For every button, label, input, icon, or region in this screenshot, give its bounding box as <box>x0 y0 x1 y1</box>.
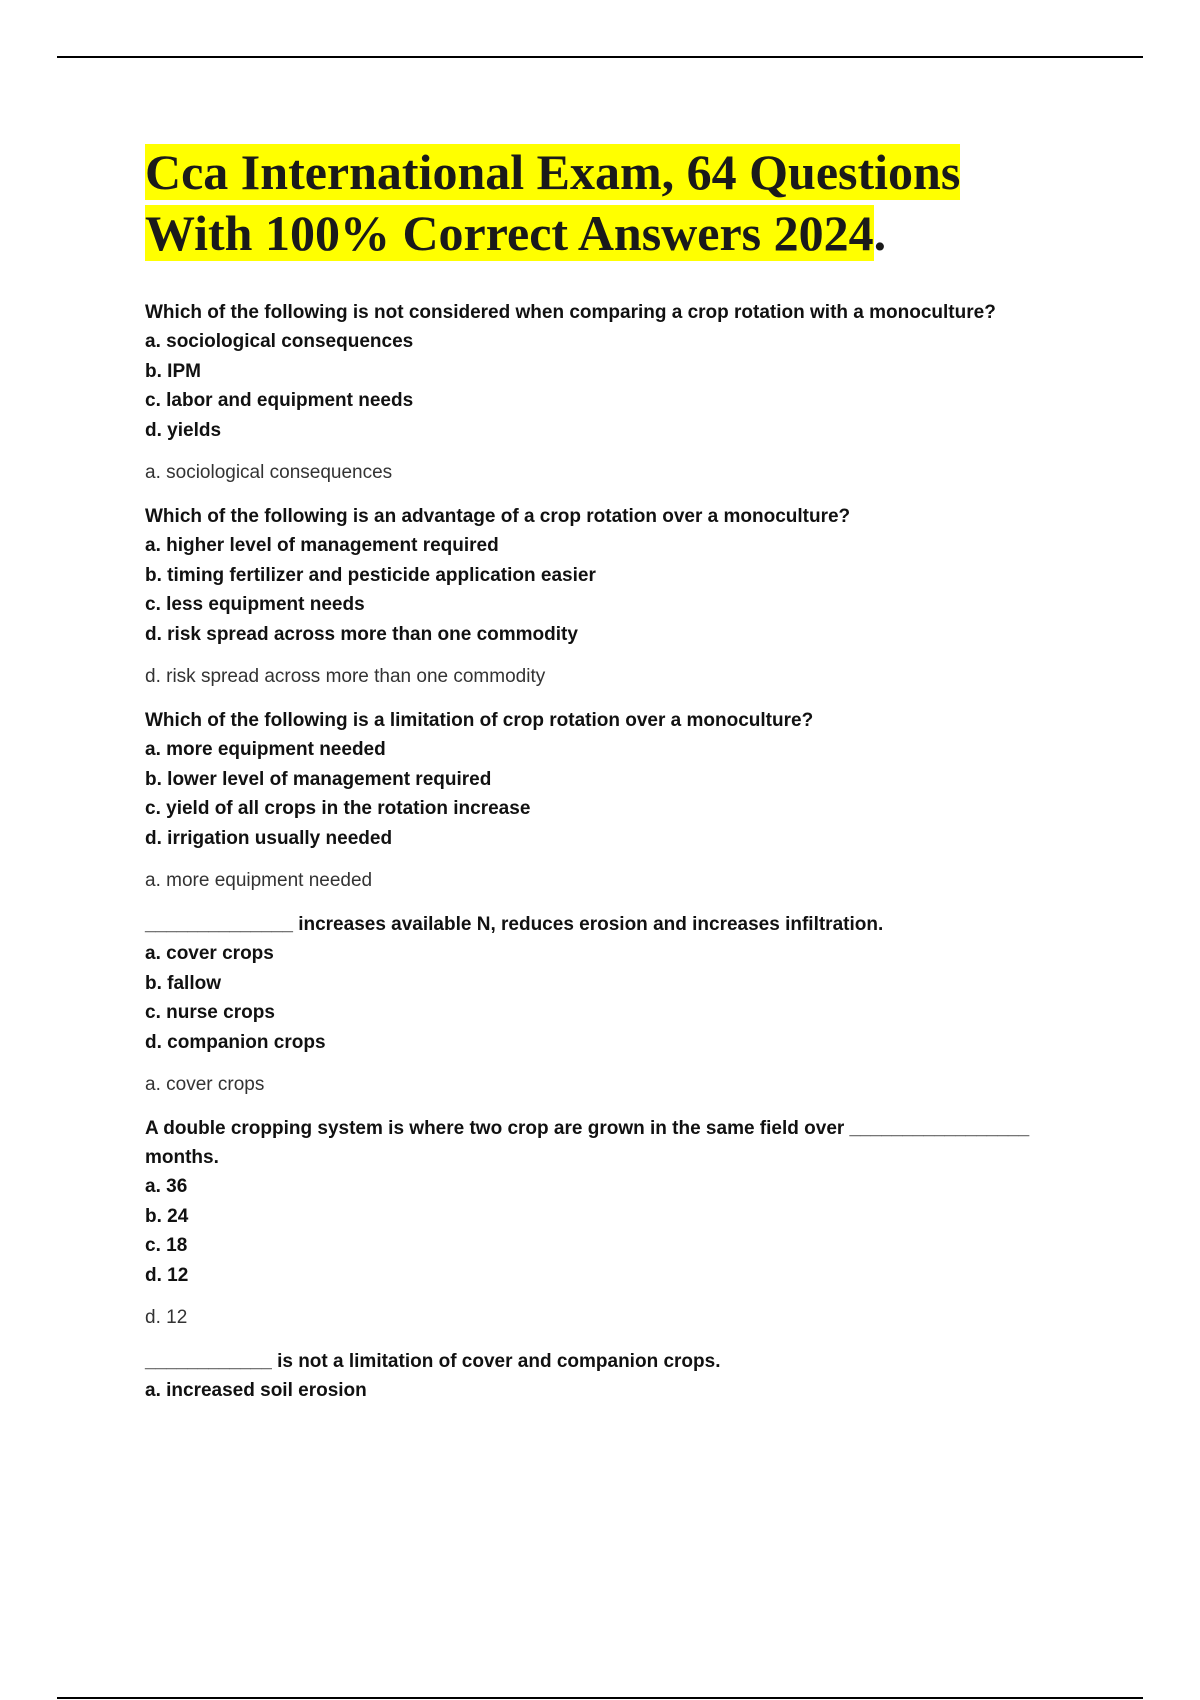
option-item: d. 12 <box>145 1264 189 1286</box>
document-title <box>145 142 1055 264</box>
option-item: b. IPM <box>145 360 201 382</box>
option-item: d. yields <box>145 419 222 441</box>
question-text: Which of the following is not considered when comparing a crop rotation with a monoculture? <box>145 302 996 323</box>
document-body <box>145 142 1055 1406</box>
option-list <box>145 735 1055 853</box>
title-period: . <box>873 205 887 261</box>
option-item: c. yield of all crops in the rotation increase <box>145 798 531 819</box>
question-block-6 <box>145 1347 1055 1406</box>
option-list <box>145 1376 1055 1406</box>
question-block-5 <box>145 1114 1055 1332</box>
answer-text: a. more equipment needed <box>145 870 373 891</box>
option-item: a. sociological consequences <box>145 331 414 352</box>
option-item: a. more equipment needed <box>145 739 386 760</box>
answer-text: d. 12 <box>145 1307 188 1328</box>
question-text: ______________ increases available N, reduces erosion and increases infiltration. <box>145 914 884 935</box>
question-block-4 <box>145 910 1055 1099</box>
option-item: a. 36 <box>145 1176 188 1197</box>
option-item: c. labor and equipment needs <box>145 390 414 411</box>
question-text: Which of the following is a limitation of crop rotation over a monoculture? <box>145 710 814 731</box>
option-item: a. cover crops <box>145 943 274 964</box>
option-item: c. nurse crops <box>145 1002 275 1023</box>
option-item: a. higher level of management required <box>145 535 499 556</box>
question-block-3 <box>145 706 1055 895</box>
option-item: b. lower level of management required <box>145 768 492 790</box>
option-item: a. increased soil erosion <box>145 1380 367 1401</box>
bottom-rule <box>57 1697 1143 1699</box>
option-item: c. 18 <box>145 1235 188 1256</box>
question-text: ____________ is not a limitation of cover and companion crops. <box>145 1351 721 1372</box>
option-item: d. companion crops <box>145 1031 326 1053</box>
question-block-1 <box>145 298 1055 487</box>
option-item: c. less equipment needs <box>145 594 365 615</box>
answer-text: a. sociological consequences <box>145 462 393 483</box>
answer-text: d. risk spread across more than one commodity <box>145 666 546 687</box>
top-rule <box>57 56 1143 58</box>
option-item: d. irrigation usually needed <box>145 827 393 849</box>
option-list <box>145 327 1055 445</box>
title-highlight: Cca International Exam, 64 Questions With 100% Correct Answers 2024 <box>145 144 961 261</box>
option-item: b. timing fertilizer and pesticide application easier <box>145 564 596 586</box>
question-text: A double cropping system is where two crop are grown in the same field over _________________ months. <box>145 1118 1030 1168</box>
option-list <box>145 531 1055 649</box>
question-text: Which of the following is an advantage of a crop rotation over a monoculture? <box>145 506 851 527</box>
option-item: b. 24 <box>145 1205 189 1227</box>
question-block-2 <box>145 502 1055 691</box>
option-item: b. fallow <box>145 972 221 994</box>
option-list <box>145 939 1055 1057</box>
option-item: d. risk spread across more than one commodity <box>145 623 578 645</box>
option-list <box>145 1172 1055 1290</box>
answer-text: a. cover crops <box>145 1074 265 1095</box>
